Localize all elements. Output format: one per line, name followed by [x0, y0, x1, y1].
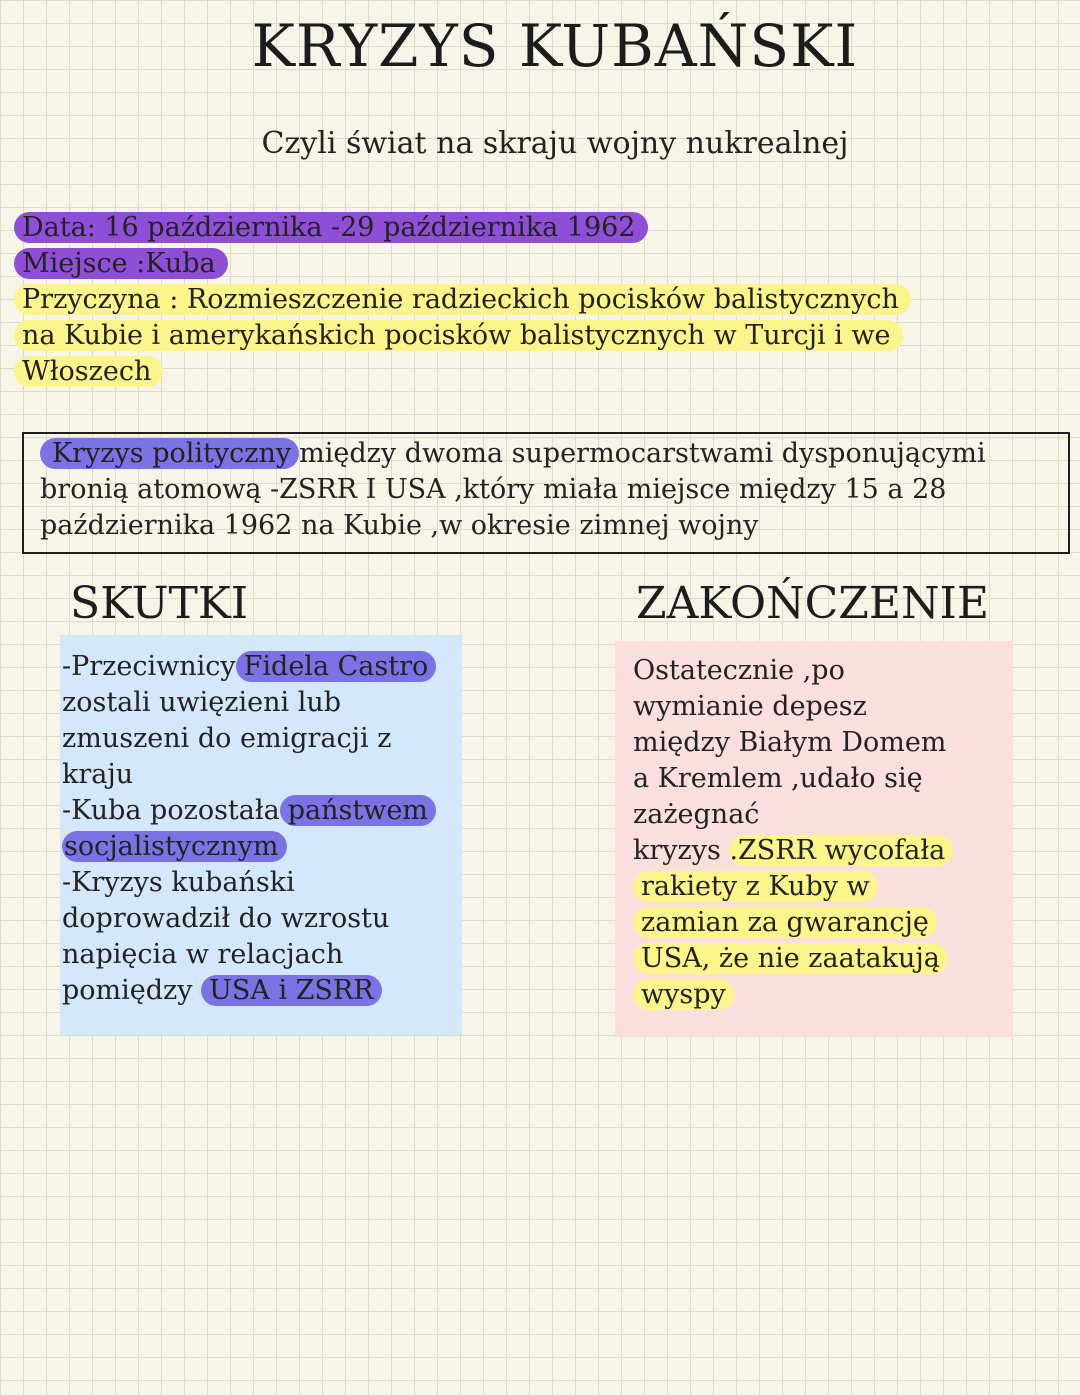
date-highlight: Data: 16 października -29 października 1962: [14, 212, 648, 243]
zakonczenie-heading: ZAKOŃCZENIE: [636, 578, 989, 629]
skutki-line: [62, 973, 462, 1009]
definition-line-2: bronią atomową -ZSRR I USA ,który miała miejsce między 15 a 28: [40, 474, 947, 505]
definition-box: [22, 432, 1070, 554]
place-highlight: Miejsce :Kuba: [14, 248, 228, 279]
zakonczenie-line: a Kremlem ,udało się: [633, 763, 923, 794]
skutki-line: [62, 793, 462, 829]
zakonczenie-line: wymianie depesz: [633, 691, 867, 722]
skutki-line: [62, 649, 462, 685]
zakonczenie-highlight: rakiety z Kuby w: [633, 871, 878, 902]
page-subtitle: Czyli świat na skraju wojny nukrealnej: [261, 126, 849, 161]
skutki-line: zmuszeni do emigracji z: [62, 723, 392, 754]
skutki-line: zostali uwięzieni lub: [62, 687, 342, 718]
cause-row-1: [14, 282, 1054, 318]
zakonczenie-highlight: .ZSRR wycofała: [729, 835, 953, 866]
page-title: KRYZYS KUBAŃSKI: [251, 12, 859, 80]
zakonczenie-line: między Białym Domem: [633, 727, 947, 758]
zakonczenie-highlight: zamian za gwarancję: [633, 907, 937, 938]
zakonczenie-line: [633, 833, 1013, 869]
cause-row-2: [14, 318, 1054, 354]
skutki-line: -Kryzys kubański: [62, 867, 295, 898]
skutki-line: doprowadził do wzrostu: [62, 903, 390, 934]
skutki-highlight: socjalistycznym: [62, 831, 287, 862]
skutki-highlight: USA i ZSRR: [201, 975, 381, 1006]
skutki-text: -Kuba pozostała: [62, 795, 280, 826]
definition-line-3: października 1962 na Kubie ,w okresie zimnej wojny: [40, 510, 759, 541]
definition-highlight: Kryzys polityczny: [40, 438, 299, 469]
skutki-line: [62, 829, 462, 865]
skutki-line: kraju: [62, 759, 134, 790]
zakonczenie-line: [633, 977, 1013, 1013]
zakonczenie-line: [633, 869, 1013, 905]
cause-row-3: [14, 354, 1054, 390]
skutki-line: napięcia w relacjach: [62, 939, 344, 970]
place-row: [14, 246, 1054, 282]
skutki-highlight: państwem: [280, 795, 436, 826]
skutki-text: pomiędzy: [62, 975, 193, 1006]
definition-line-1-rest: między dwoma supermocarstwami dysponującymi: [299, 438, 986, 469]
cause-highlight-1: Przyczyna : Rozmieszczenie radzieckich pocisków balistycznych: [14, 284, 911, 315]
zakonczenie-line: Ostatecznie ,po: [633, 655, 845, 686]
zakonczenie-line: [633, 941, 1013, 977]
zakonczenie-card: [615, 641, 1013, 1037]
zakonczenie-highlight: USA, że nie zaatakują: [633, 943, 948, 974]
date-row: [14, 210, 1054, 246]
skutki-highlight: Fidela Castro: [236, 651, 437, 682]
zakonczenie-highlight: wyspy: [633, 979, 734, 1010]
skutki-heading: SKUTKI: [70, 578, 249, 629]
zakonczenie-line: zażegnać: [633, 799, 760, 830]
skutki-text: -Przeciwnicy: [62, 651, 236, 682]
cause-highlight-3: Włoszech: [14, 356, 163, 387]
definition-line-1: [40, 436, 1068, 472]
cause-highlight-2: na Kubie i amerykańskich pocisków balistycznych w Turcji i we: [14, 320, 903, 351]
skutki-card: [60, 635, 462, 1035]
info-section: [14, 210, 1054, 390]
zakonczenie-line: [633, 905, 1013, 941]
zakonczenie-text: kryzys: [633, 835, 721, 866]
